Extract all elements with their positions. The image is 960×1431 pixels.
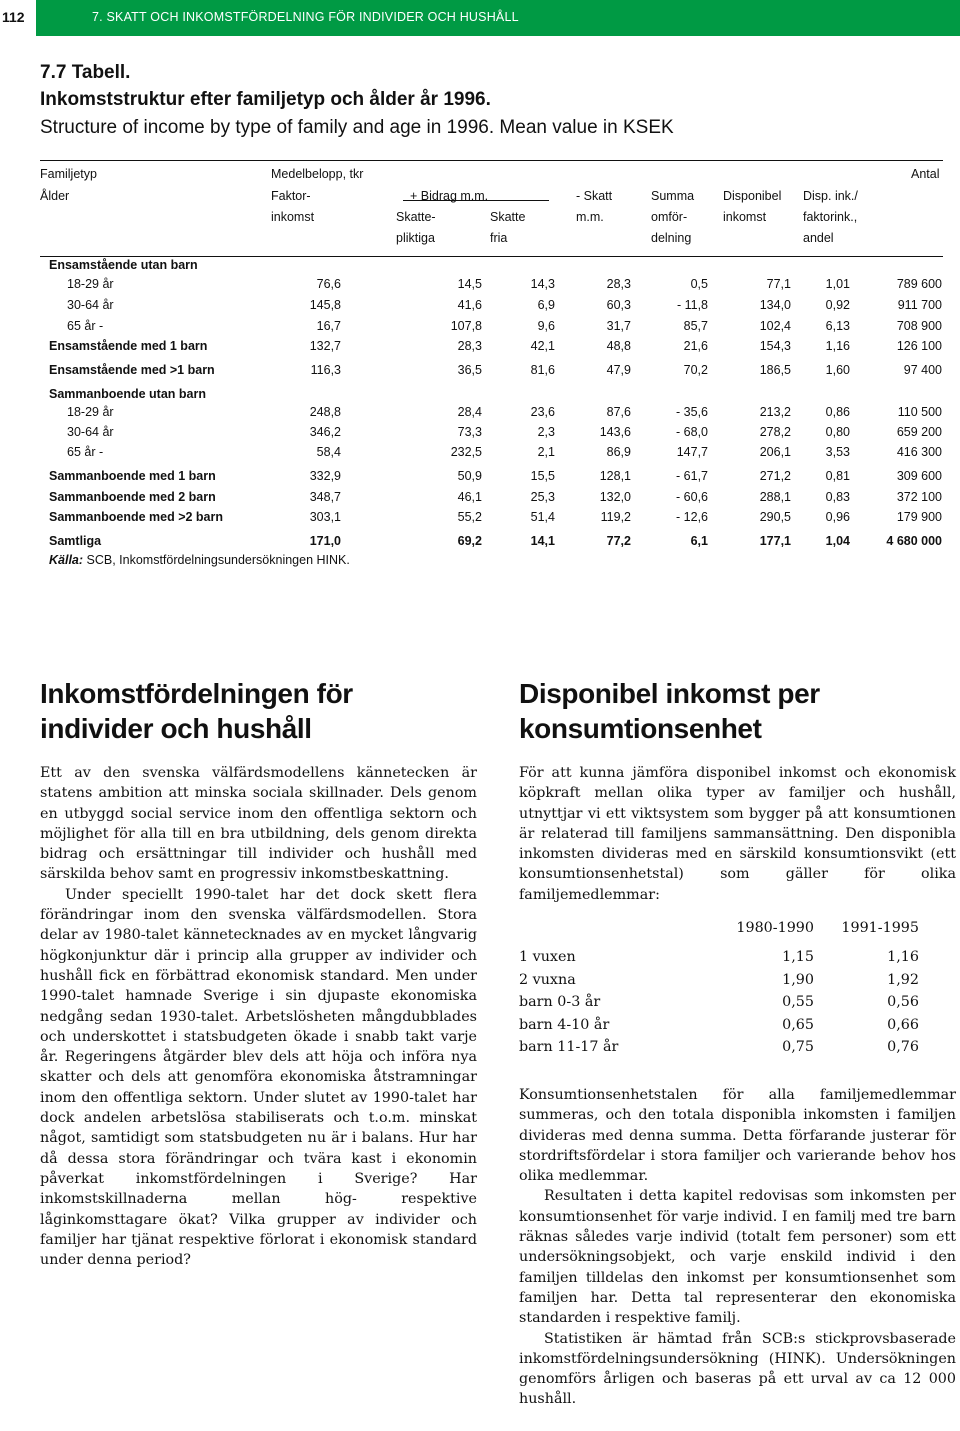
- table-cell: 86,9: [606, 445, 631, 459]
- col-head-delning: delning: [651, 231, 692, 245]
- weights-value-1980-1990: 0,65: [782, 1016, 814, 1033]
- chapter-header-bar: [0, 0, 960, 36]
- weights-value-1980-1990: 1,90: [782, 971, 814, 988]
- table-cell: 6,13: [825, 319, 850, 333]
- col-head-omfor: omför-: [651, 210, 688, 224]
- weights-value-1980-1990: 0,75: [782, 1039, 814, 1056]
- weights-label: barn 11-17 år: [519, 1039, 619, 1056]
- table-cell: - 61,7: [676, 469, 708, 483]
- weights-value-1980-1990: 0,55: [782, 994, 814, 1011]
- table-cell: 16,7: [316, 319, 341, 333]
- row-label: Sammanboende med >2 barn: [49, 510, 224, 524]
- table-cell: 14,5: [457, 277, 482, 291]
- table-cell: 107,8: [450, 319, 482, 333]
- table-cell: 77,1: [766, 277, 791, 291]
- table-cell: 132,7: [309, 339, 341, 353]
- table-cell: 0,83: [825, 490, 850, 504]
- col-head-skatt-mm: m.m.: [576, 210, 604, 224]
- table-cell: 69,2: [457, 534, 482, 548]
- table-row: [0, 490, 960, 508]
- table-cell: 232,5: [450, 445, 482, 459]
- row-label: Sammanboende med 1 barn: [49, 469, 216, 483]
- table-cell: 179 900: [896, 510, 942, 524]
- table-cell: 659 200: [896, 425, 942, 439]
- col-head-summa: Summa: [651, 189, 695, 203]
- weights-value-1991-1995: 0,66: [887, 1016, 919, 1033]
- table-cell: 70,2: [683, 363, 708, 377]
- running-title: 7. SKATT OCH INKOMSTFÖRDELNING FÖR INDIVIDER OCH HUSHÅLL: [92, 10, 519, 24]
- table-cell: 41,6: [457, 298, 482, 312]
- table-cell: 25,3: [530, 490, 555, 504]
- page-number: 112: [2, 9, 25, 25]
- table-row: [0, 298, 960, 316]
- table-cell: 132,0: [599, 490, 631, 504]
- col-head-skattefria-2: fria: [490, 231, 508, 245]
- table-cell: 1,16: [825, 339, 850, 353]
- table-cell: 4 680 000: [886, 534, 942, 548]
- table-cell: 116,3: [310, 363, 341, 377]
- table-cell: 303,1: [309, 510, 341, 524]
- table-cell: 42,1: [530, 339, 555, 353]
- table-cell: 58,4: [316, 445, 341, 459]
- table-cell: 76,6: [316, 277, 341, 291]
- weights-row: [519, 1017, 929, 1039]
- weights-row: [519, 972, 929, 994]
- header-bottom-rule: [40, 256, 943, 257]
- table-cell: 213,2: [759, 405, 791, 419]
- table-cell: 97 400: [903, 363, 942, 377]
- row-label: 30-64 år: [67, 425, 114, 439]
- col-head-disponibel: Disponibel: [723, 189, 782, 203]
- left-paragraph-1: Ett av den svenska välfärdsmodellens kännetecken är statens ambition att minska sociala skillnader. Dels genom en utbyggd social service inom den offentliga sektorn och möjlighet för alla till en bra utbildning, dels genom direkta bidrag och ersättningar till individer och hushåll med särskilda behov samt en progressiv inkomstbeskattning.: [40, 765, 477, 883]
- table-cell: 346,2: [309, 425, 341, 439]
- table-cell: 102,4: [759, 319, 791, 333]
- table-cell: 9,6: [537, 319, 555, 333]
- right-paragraph-2: Konsumtionsenhetstalen för alla familjemedlemmar summeras, och den totala disponibla inkomsten i familjen divideras med denna summa. Detta förfarande justerar för stordriftsfördelar i stora familjer och varierande behov hos olika medlemmar.: [519, 1087, 956, 1185]
- table-cell: 47,9: [606, 363, 631, 377]
- table-cell: 48,8: [606, 339, 631, 353]
- col-head-skattefria-1: Skatte: [490, 210, 526, 224]
- row-label: Ensamstående med 1 barn: [49, 339, 208, 353]
- table-row: [0, 363, 960, 381]
- table-cell: 14,1: [530, 534, 555, 548]
- table-row: [0, 405, 960, 423]
- table-cell: 14,3: [530, 277, 555, 291]
- table-cell: 6,9: [537, 298, 555, 312]
- col-head-antal: Antal: [911, 167, 940, 181]
- table-cell: 23,6: [530, 405, 555, 419]
- table-cell: 147,7: [676, 445, 708, 459]
- table-row: [0, 319, 960, 337]
- col-head-faktor: Faktor-: [271, 189, 311, 203]
- right-article-body-1: [519, 763, 956, 905]
- row-label: 18-29 år: [67, 277, 114, 291]
- table-cell: 309 600: [896, 469, 942, 483]
- left-heading-line-1: Inkomstfördelningen för: [40, 678, 353, 709]
- table-row: [0, 510, 960, 528]
- table-cell: 2,1: [537, 445, 555, 459]
- table-cell: 206,1: [759, 445, 791, 459]
- row-label: Sammanboende med 2 barn: [49, 490, 216, 504]
- weights-label: 2 vuxna: [519, 971, 576, 988]
- table-cell: 28,3: [457, 339, 482, 353]
- weights-value-1991-1995: 0,56: [887, 994, 919, 1011]
- table-row: [0, 258, 960, 276]
- weights-value-1980-1990: 1,15: [782, 949, 814, 965]
- source-label: Källa:: [49, 553, 84, 567]
- table-cell: 110 500: [897, 405, 942, 419]
- table-cell: 46,1: [457, 490, 482, 504]
- table-cell: 416 300: [896, 445, 942, 459]
- table-row: [0, 339, 960, 357]
- right-article-body-2: [519, 1085, 956, 1410]
- table-cell: 0,80: [825, 425, 850, 439]
- table-cell: 348,7: [309, 490, 341, 504]
- table-cell: 87,6: [606, 405, 631, 419]
- right-heading-line-2: konsumtionsenhet: [519, 713, 762, 744]
- table-cell: 119,2: [600, 510, 631, 524]
- table-cell: 0,96: [825, 510, 850, 524]
- weights-row: [519, 1039, 929, 1061]
- table-cell: 145,8: [309, 298, 341, 312]
- table-row: [0, 425, 960, 443]
- table-cell: - 60,6: [676, 490, 708, 504]
- table-cell: 290,5: [759, 510, 791, 524]
- weights-value-1991-1995: 0,76: [887, 1039, 919, 1056]
- table-cell: 6,1: [690, 534, 708, 548]
- left-heading-line-2: individer och hushåll: [40, 713, 312, 744]
- row-label: Samtliga: [49, 534, 102, 548]
- col-head-disp-inkomst: inkomst: [723, 210, 767, 224]
- table-top-rule: [40, 160, 943, 161]
- table-title: Inkomststruktur efter familjetyp och ålder år 1996.: [40, 89, 491, 110]
- table-cell: 708 900: [896, 319, 942, 333]
- row-label: Ensamstående med >1 barn: [49, 363, 215, 377]
- table-cell: 77,2: [606, 534, 631, 548]
- table-row: [0, 387, 960, 405]
- col-head-dispink: Disp. ink./: [803, 189, 858, 203]
- table-cell: 332,9: [309, 469, 341, 483]
- row-label: 30-64 år: [67, 298, 114, 312]
- row-label: 65 år -: [67, 445, 104, 459]
- weights-col-1980-1990: 1980-1990: [736, 920, 814, 936]
- table-cell: - 12,6: [676, 510, 708, 524]
- table-source: [49, 553, 350, 567]
- source-text: SCB, Inkomstfördelningsundersökningen HINK.: [83, 553, 350, 567]
- table-cell: - 11,8: [676, 298, 708, 312]
- col-head-alder: Ålder: [40, 189, 70, 203]
- col-head-familjetyp: Familjetyp: [40, 167, 97, 181]
- col-head-inkomst: inkomst: [271, 210, 315, 224]
- table-cell: 0,92: [825, 298, 850, 312]
- table-cell: 21,6: [683, 339, 708, 353]
- col-head-faktorink: faktorink.,: [803, 210, 858, 224]
- table-cell: 177,1: [759, 534, 791, 548]
- table-cell: - 35,6: [676, 405, 708, 419]
- weights-header-row: [519, 920, 929, 942]
- table-cell: 0,5: [690, 277, 708, 291]
- table-cell: 0,86: [825, 405, 850, 419]
- col-head-skattepliktiga-1: Skatte-: [396, 210, 436, 224]
- left-article-body: [40, 763, 477, 1270]
- weights-value-1991-1995: 1,16: [887, 949, 919, 965]
- weights-col-1991-1995: 1991-1995: [841, 920, 919, 936]
- table-number: 7.7 Tabell.: [40, 62, 131, 83]
- table-cell: 28,4: [457, 405, 482, 419]
- weights-value-1991-1995: 1,92: [887, 971, 919, 988]
- weights-label: barn 0-3 år: [519, 994, 601, 1011]
- col-head-bidrag: + Bidrag m.m.: [410, 189, 489, 203]
- table-row: [0, 534, 960, 552]
- table-cell: 128,1: [599, 469, 631, 483]
- table-cell: 271,2: [759, 469, 791, 483]
- table-cell: 789 600: [896, 277, 942, 291]
- row-label: 18-29 år: [67, 405, 114, 419]
- table-cell: 372 100: [896, 490, 942, 504]
- right-article-heading: [519, 676, 820, 746]
- table-cell: 278,2: [759, 425, 791, 439]
- table-cell: 0,81: [825, 469, 850, 483]
- table-cell: 51,4: [530, 510, 555, 524]
- col-head-skatt: - Skatt: [576, 189, 613, 203]
- table-cell: 15,5: [530, 469, 555, 483]
- left-article-heading: [40, 676, 353, 746]
- right-paragraph-4: Statistiken är hämtad från SCB:s stickprovsbaserade inkomstfördelningsundersökning (HINK). Undersökningen genomförs årligen och baseras på ett urval av ca 12 000 hushåll.: [519, 1330, 956, 1408]
- right-paragraph-3: Resultaten i detta kapitel redovisas som inkomsten per konsumtionsenhet för varje individ. I en familj med tre barn räknas således varje individ (totalt fem personer) som ett undersökningsobjekt, och varje enskild individ i den familjen tilldelas den inkomst per konsumtionsenhet som familjen har. Detta tal representerar den ekonomiska standarden i respektive familj.: [519, 1188, 956, 1327]
- right-paragraph-1: För att kunna jämföra disponibel inkomst och ekonomisk köpkraft mellan olika typer av familjer och hushåll, utnyttjar vi ett viktsystem som bygger på att konsumtionen är relaterad till familjens sammansättning. Den disponibla inkomsten divideras med en särskild konsumtionsvikt (ett konsumtionsenhetstal) som gäller för olika familjemedlemmar:: [519, 765, 956, 903]
- table-cell: 73,3: [457, 425, 482, 439]
- table-cell: 288,1: [759, 490, 791, 504]
- table-cell: 248,8: [309, 405, 341, 419]
- left-paragraph-2: Under speciellt 1990-talet har det dock skett flera förändringar inom den svenska välfärdsmodellen. Stora delar av 1980-talet kännetecknades av en mycket långvarig högkonjunktur där i princip alla grupper av individer och hushåll fick en förbättrad ekonomisk standard. Men under 1990-talet hamnade Sverige i sin djupaste ekonomiska nedgång sedan 1930-talet. Arbetslösheten mångdubblades och underskottet i statsbudgeten ökade i snabb takt varje år. Regeringens åtgärder blev dels att höja och införa nya skatter och dels att genomföra ekonomiska åtstramningar inom den offentliga sektorn. Under slutet av 1990-talet har dock andelen arbetslösa stabiliserats och t.o.m. minskat något, samtidigt som statsbudgeten nu är i balans. Hur har då dessa stora förändringar och tvära kast i ekonomin påverkat inkomstfördelningen i Sverige? Har inkomstskillnaderna mellan hög- respektive låginkomsttagare ökat? Vilka grupper av individer och familjer har tjänat respektive förlorat i ekonomisk standard under denna period?: [40, 886, 477, 1269]
- row-label: Ensamstående utan barn: [49, 258, 198, 272]
- table-cell: 85,7: [683, 319, 708, 333]
- table-cell: 911 700: [897, 298, 942, 312]
- weights-label: 1 vuxen: [519, 949, 576, 965]
- table-cell: 31,7: [606, 319, 631, 333]
- col-head-medelbelopp: Medelbelopp, tkr: [271, 167, 364, 181]
- table-cell: 60,3: [606, 298, 631, 312]
- col-head-skattepliktiga-2: pliktiga: [396, 231, 435, 245]
- table-cell: 134,0: [759, 298, 791, 312]
- table-cell: 1,60: [825, 363, 850, 377]
- col-head-andel: andel: [803, 231, 834, 245]
- right-heading-line-1: Disponibel inkomst per: [519, 678, 820, 709]
- table-cell: 143,6: [599, 425, 631, 439]
- table-cell: - 68,0: [676, 425, 708, 439]
- table-cell: 154,3: [759, 339, 791, 353]
- row-label: Sammanboende utan barn: [49, 387, 206, 401]
- row-label: 65 år -: [67, 319, 104, 333]
- table-cell: 28,3: [606, 277, 631, 291]
- table-cell: 1,01: [825, 277, 850, 291]
- table-row: [0, 469, 960, 487]
- weights-row: [519, 949, 929, 971]
- table-cell: 3,53: [825, 445, 850, 459]
- table-cell: 55,2: [457, 510, 482, 524]
- table-cell: 186,5: [759, 363, 791, 377]
- table-cell: 126 100: [896, 339, 942, 353]
- table-cell: 50,9: [457, 469, 482, 483]
- page-number-box: [0, 0, 36, 36]
- table-cell: 81,6: [530, 363, 555, 377]
- table-cell: 1,04: [825, 534, 850, 548]
- table-row: [0, 445, 960, 463]
- weights-label: barn 4-10 år: [519, 1016, 610, 1033]
- table-cell: 2,3: [537, 425, 555, 439]
- table-cell: 171,0: [309, 534, 341, 548]
- table-subtitle-english: Structure of income by type of family and age in 1996. Mean value in KSEK: [40, 117, 674, 138]
- table-row: [0, 277, 960, 295]
- table-cell: 36,5: [457, 363, 482, 377]
- weights-row: [519, 994, 929, 1016]
